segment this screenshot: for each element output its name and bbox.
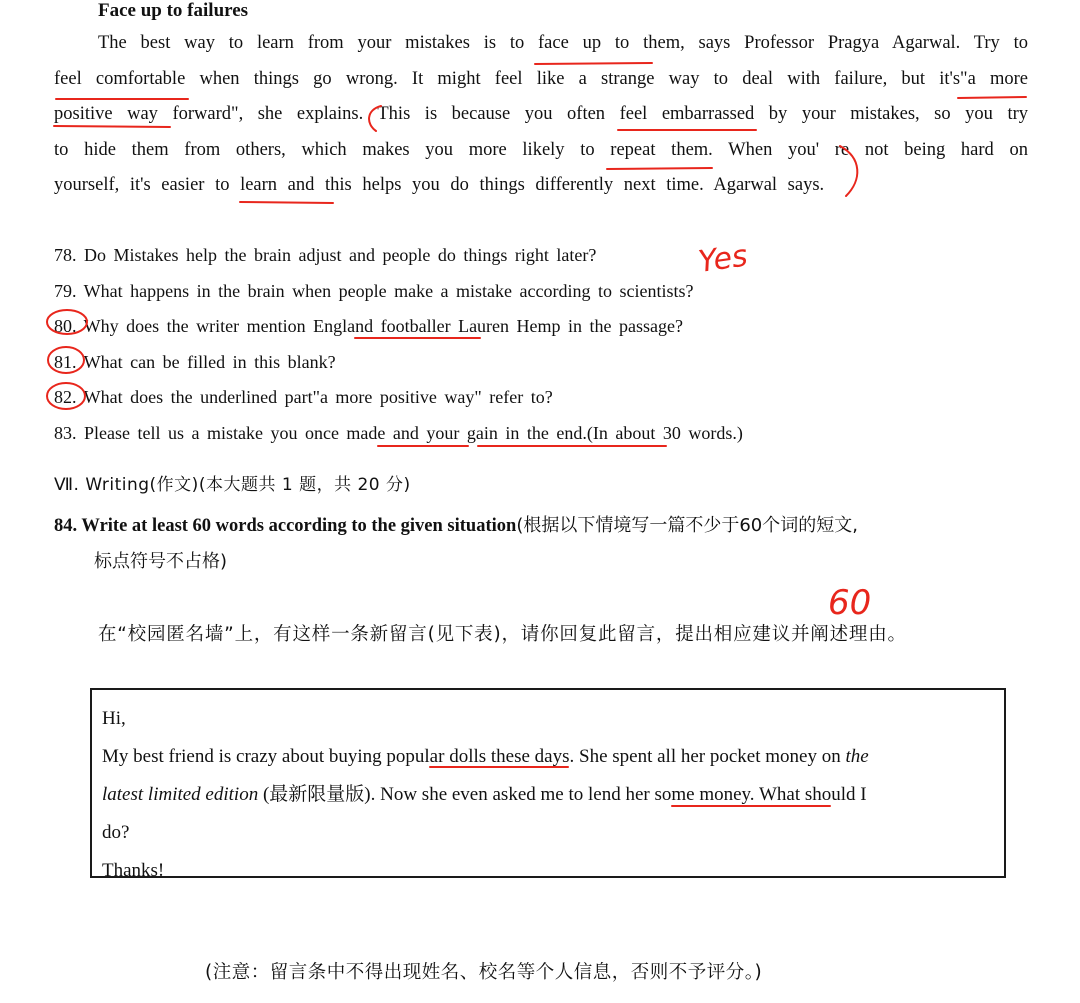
passage-line: positive way forward", she explains. This is because you often feel embarrassed by your mistakes, so you try bbox=[54, 104, 1028, 124]
message-closing: Thanks! bbox=[102, 860, 165, 881]
handwritten-yes: Yes bbox=[696, 238, 750, 280]
question-82: 82. What does the underlined part"a more positive way" refer to? bbox=[54, 387, 553, 408]
message-line1-text: My best friend is crazy about buying popular dolls these days. She spent all her pocket money on bbox=[102, 746, 841, 767]
passage-line: feel comfortable when things go wrong. It might feel like a strange way to deal with failure, but it's"a more bbox=[54, 68, 1028, 89]
question-79: 79. What happens in the brain when people make a mistake according to scientists? bbox=[54, 280, 694, 301]
question-81: 81. What can be filled in this blank? bbox=[54, 351, 336, 372]
section-vii-heading: Ⅶ. Writing(作文)(本大题共 1 题，共 20 分) bbox=[54, 475, 411, 495]
passage-body bbox=[54, 26, 1028, 204]
message-line2-text: (最新限量版). Now she even asked me to lend her some money. What should I bbox=[262, 784, 867, 805]
question-78: 78. Do Mistakes help the brain adjust and people do things right later? bbox=[54, 245, 597, 265]
writing-instruction: 在“校园匿名墙”上，有这样一条新留言(见下表)，请你回复此留言，提出相应建议并阐述理由。 bbox=[98, 624, 907, 645]
question-80: 80. Why does the writer mention England footballer Lauren Hemp in the passage? bbox=[54, 316, 683, 337]
question-84-cn-1: (根据以下情境写一篇不少于60个词的短文, bbox=[516, 515, 858, 536]
message-line2-italic: latest limited edition bbox=[102, 784, 259, 805]
message-line: do? bbox=[102, 822, 130, 843]
handwritten-60: 60 bbox=[828, 583, 872, 623]
passage-line: to hide them from others, which makes you more likely to repeat them. When you' re not being hard on bbox=[54, 139, 1028, 160]
passage-heading: Face up to failures bbox=[98, 0, 249, 21]
message-line bbox=[102, 776, 994, 814]
message-box bbox=[90, 688, 1006, 881]
passage-line: The best way to learn from your mistakes is to face up to them, says Professor Pragya Agarwal. Try to bbox=[98, 33, 1028, 53]
question-list bbox=[54, 238, 743, 452]
question-84-lead: 84. Write at least 60 words according to the given situation bbox=[54, 516, 517, 536]
question-83: 83. Please tell us a mistake you once made and your gain in the end.(In about 30 words.) bbox=[54, 422, 743, 443]
footer-note: (注意：留言条中不得出现姓名、校名等个人信息，否则不予评分。) bbox=[205, 962, 763, 983]
question-84 bbox=[54, 508, 1029, 580]
message-line1-italic: the bbox=[845, 746, 869, 767]
message-greeting: Hi, bbox=[102, 708, 126, 729]
message-line bbox=[102, 738, 994, 776]
passage-line: yourself, it's easier to learn and this helps you do things differently next time. Agarwal says. bbox=[54, 175, 825, 195]
question-84-cn-2: 标点符号不占格) bbox=[94, 551, 228, 572]
